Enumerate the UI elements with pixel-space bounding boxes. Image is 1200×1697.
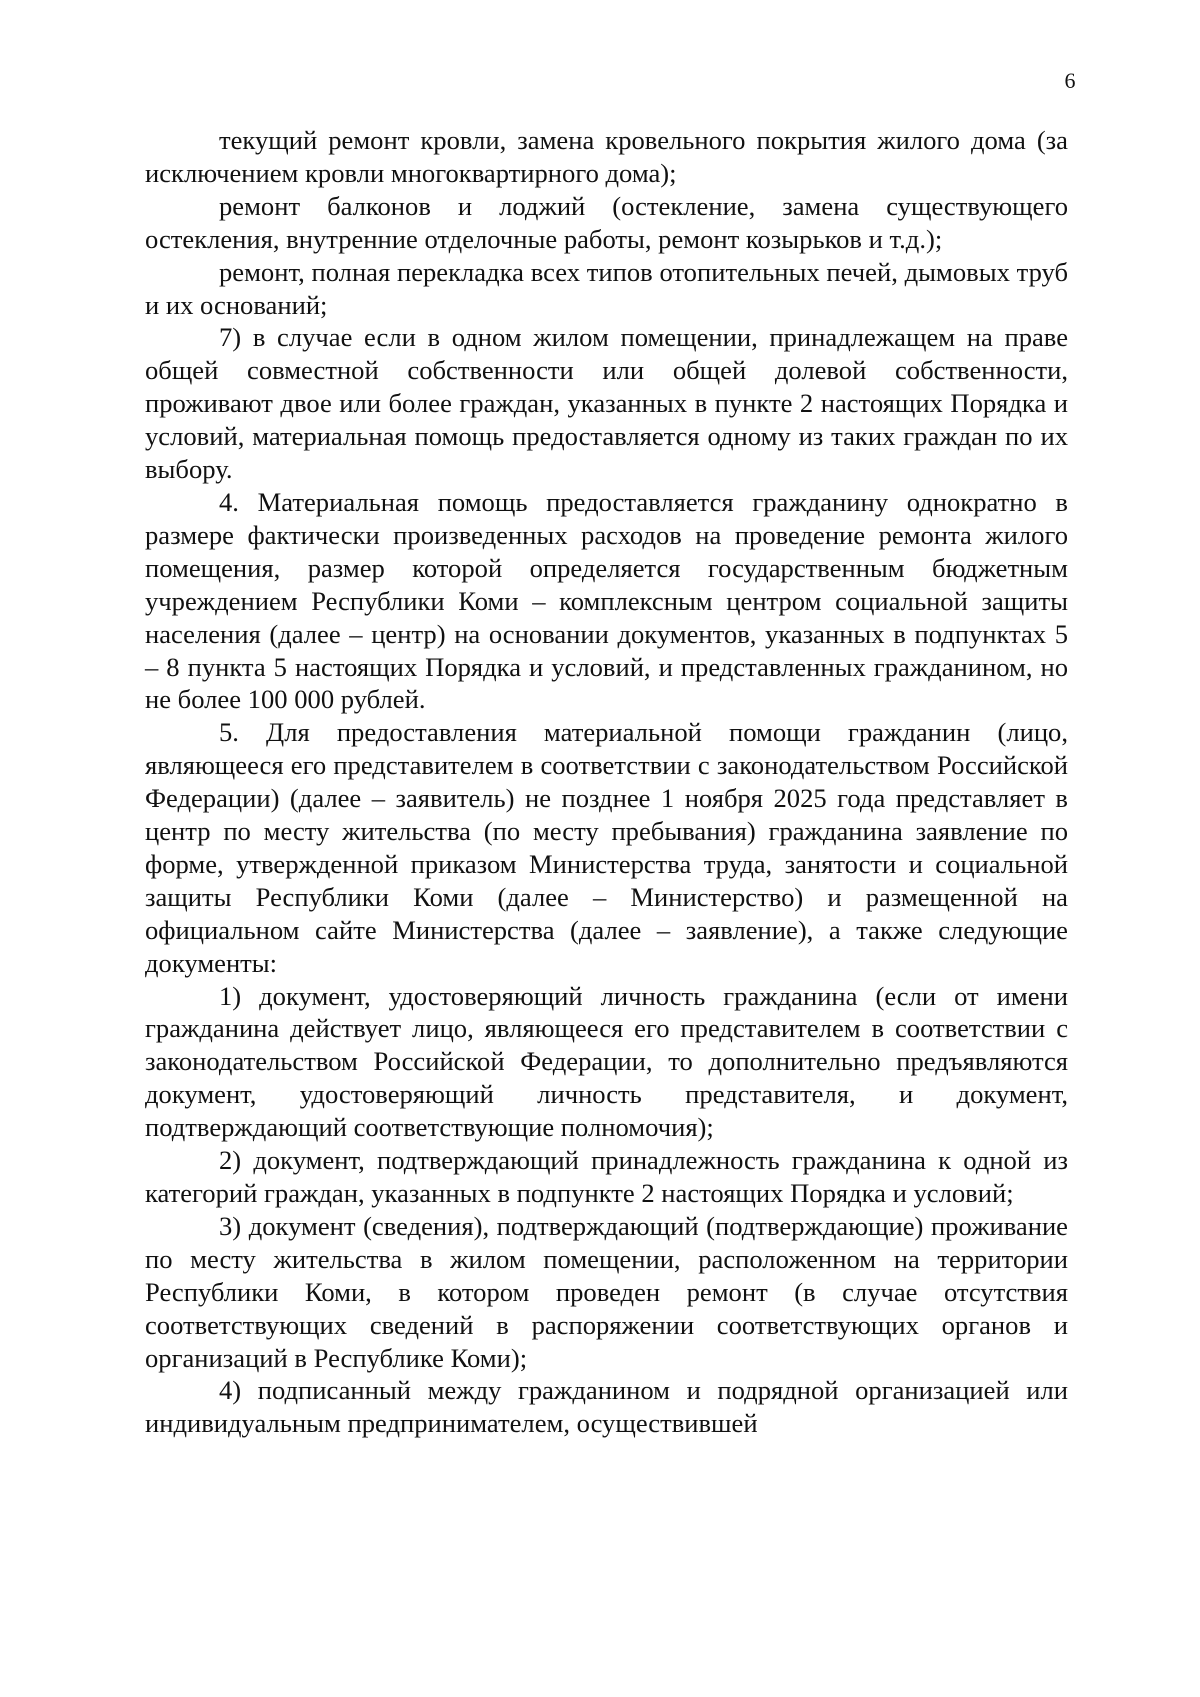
paragraph: 1) документ, удостоверяющий личность гражданина (если от имени гражданина действует лицо, являющееся его представителем в соответствии с законодательством Российской Федерации, то дополнительно предъявляются документ, удостоверяющий личность представителя, и документ, подтверждающий соответствующие полномочия); — [145, 980, 1068, 1143]
paragraph: текущий ремонт кровли, замена кровельного покрытия жилого дома (за исключением кровли многоквартирного дома); — [145, 125, 1068, 188]
paragraph: 7) в случае если в одном жилом помещении, принадлежащем на праве общей совместной собственности или общей долевой собственности, проживают двое или более граждан, указанных в пункте 2 настоящих Порядка и условий, материальная помощь предоставляется одному из таких граждан по их выбору. — [145, 322, 1068, 485]
document-body — [145, 124, 1068, 1440]
page-number: 6 — [1064, 68, 1076, 93]
paragraph: 5. Для предоставления материальной помощи гражданин (лицо, являющееся его представителем в соответствии с законодательством Российской Федерации) (далее – заявитель) не позднее 1 ноября 2025 года представляет в центр по месту жительства (по месту пребывания) гражданина заявление по форме, утвержденной приказом Министерства труда, занятости и социальной защиты Республики Коми (далее – Министерство) и размещенной на официальном сайте Министерства (далее – заявление), а также следующие документы: — [145, 717, 1068, 978]
paragraph: ремонт балконов и лоджий (остекление, замена существующего остекления, внутренние отделочные работы, ремонт козырьков и т.д.); — [145, 190, 1068, 254]
paragraph: 3) документ (сведения), подтверждающий (подтверждающие) проживание по месту жительства в жилом помещении, расположенном на территории Республики Коми, в котором проведен ремонт (в случае отсутствия соответствующих сведений в распоряжении соответствующих органов и организаций в Республике Коми); — [145, 1210, 1068, 1373]
paragraph: 4) подписанный между гражданином и подрядной организацией или индивидуальным предпринимателем, осуществившей — [145, 1375, 1068, 1439]
paragraph: 4. Материальная помощь предоставляется гражданину однократно в размере фактически произведенных расходов на проведение ремонта жилого помещения, размер которой определяется государственным бюджетным учреждением Республики Коми – комплексным центром социальной защиты населения (далее – центр) на основании документов, указанных в подпунктах 5 – 8 пункта 5 настоящих Порядка и условий, и представленных гражданином, но не более 100 000 рублей. — [145, 486, 1068, 715]
paragraph: 2) документ, подтверждающий принадлежность гражданина к одной из категорий граждан, указанных в подпункте 2 настоящих Порядка и условий; — [145, 1145, 1068, 1208]
paragraph: ремонт, полная перекладка всех типов отопительных печей, дымовых труб и их оснований; — [145, 256, 1068, 320]
